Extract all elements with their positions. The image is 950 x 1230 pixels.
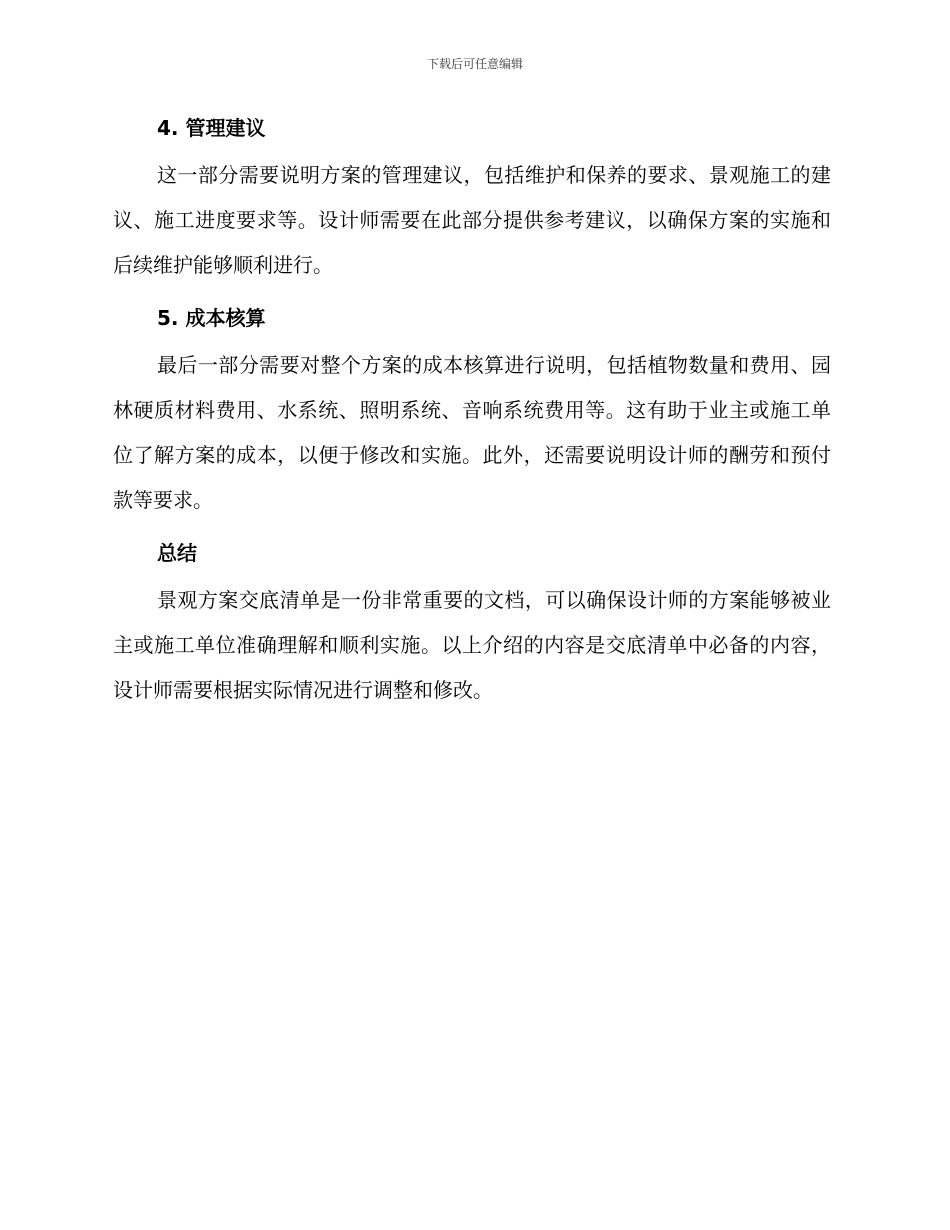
- section-heading: 4. 管理建议: [157, 116, 266, 140]
- section-heading: 总结: [157, 541, 197, 565]
- section-summary: [113, 537, 831, 713]
- header-note: 下载后可任意编辑: [426, 57, 523, 71]
- section-paragraph: 最后一部分需要对整个方案的成本核算进行说明，包括植物数量和费用、园林硬质材料费用、水系统、照明系统、音响系统费用等。这有助于业主或施工单位了解方案的成本，以便于修改和实施。此外，还需要说明设计师的酬劳和预付款等要求。: [113, 353, 831, 512]
- section-cost: [113, 302, 831, 537]
- section-heading: 5. 成本核算: [157, 306, 266, 330]
- section-paragraph: 景观方案交底清单是一份非常重要的文档，可以确保设计师的方案能够被业主或施工单位准确理解和顺利实施。以上介绍的内容是交底清单中必备的内容，设计师需要根据实际情况进行调整和修改。: [113, 588, 831, 702]
- document-body: [113, 112, 831, 713]
- section-management: [113, 112, 831, 302]
- section-paragraph: 这一部分需要说明方案的管理建议，包括维护和保养的要求、景观施工的建议、施工进度要求等。设计师需要在此部分提供参考建议，以确保方案的实施和后续维护能够顺利进行。: [113, 163, 831, 277]
